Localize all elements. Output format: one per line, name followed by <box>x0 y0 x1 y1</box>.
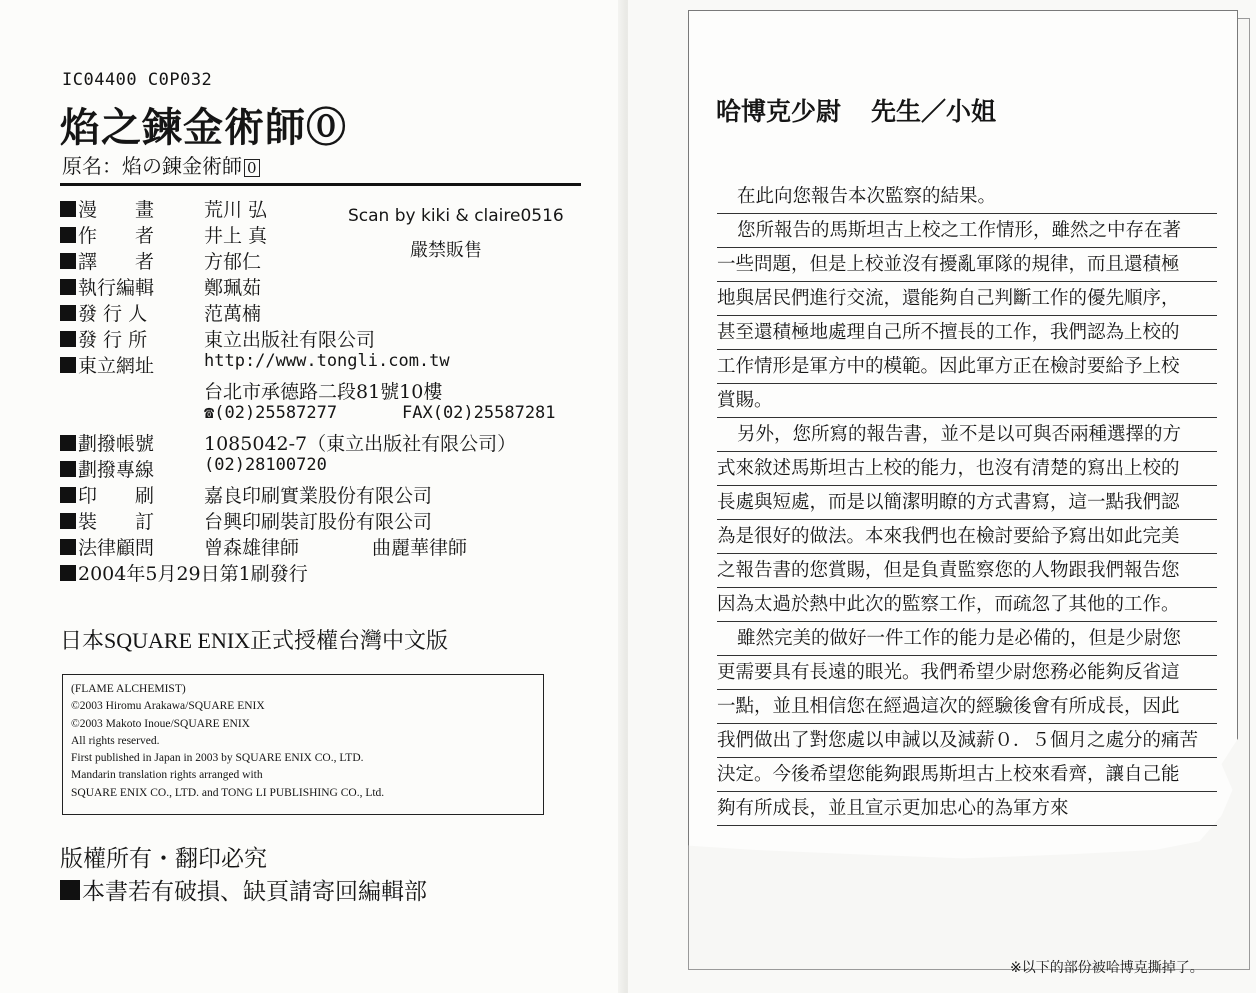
square-bullet-icon <box>60 201 76 217</box>
credit-row-transfer-account <box>60 429 580 455</box>
square-bullet-icon <box>60 279 76 295</box>
addressee-title: 先生／小姐 <box>871 97 997 126</box>
credit-row-legal <box>60 533 580 559</box>
credit-label: 印 刷 <box>78 485 155 507</box>
credit-label: 劃撥專線 <box>78 459 155 481</box>
letter-line: 之報告書的您賞賜，但是負責監察您的人物跟我們報告您 <box>717 554 1217 588</box>
book-title: 焰之鍊金術師⓪ <box>60 104 347 151</box>
square-bullet-icon <box>60 253 76 269</box>
credit-value: 1085042-7（東立出版社有限公司） <box>204 433 517 455</box>
credit-label: 裝 訂 <box>78 511 155 533</box>
copyright-line: ©2003 Hiromu Arakawa/SQUARE ENIX <box>71 700 265 713</box>
phone-fax <box>204 403 556 423</box>
copyright-line: SQUARE ENIX CO., LTD. and TONG LI PUBLISHING CO., Ltd. <box>71 786 385 799</box>
letter-line: 一些問題，但是上校並沒有擾亂軍隊的規律，而且還積極 <box>717 248 1217 282</box>
volume-box: 0 <box>244 159 260 177</box>
credit-row-translator <box>60 247 580 273</box>
square-bullet-icon <box>60 331 76 347</box>
copyright-line: First published in Japan in 2003 by SQUARE ENIX CO., LTD. <box>71 752 364 765</box>
lawyer-2: 曲麗華律師 <box>372 537 468 559</box>
credits-list <box>60 195 580 585</box>
divider-rule <box>60 183 581 186</box>
letter-line: 式來敘述馬斯坦古上校的能力，也沒有清楚的寫出上校的 <box>717 452 1217 486</box>
original-title-label: 原名：焰の錬金術師 <box>62 154 242 178</box>
letter-line: 甚至還積極地處理自己所不擅長的工作，我們認為上校的 <box>717 316 1217 350</box>
copyright-box <box>62 674 544 815</box>
copyright-line: (FLAME ALCHEMIST) <box>71 683 186 695</box>
letter-line: 在此向您報告本次監察的結果。 <box>717 180 1217 214</box>
square-bullet-icon <box>60 487 76 503</box>
credit-value: 井上 真 <box>204 225 268 247</box>
fax-number: FAX(02)25587281 <box>402 403 556 423</box>
credit-row-printing <box>60 481 580 507</box>
copyright-line: Mandarin translation rights arranged with <box>71 769 263 782</box>
square-bullet-icon <box>60 227 76 243</box>
license-statement: 日本SQUARE ENIX正式授權台灣中文版 <box>60 628 449 653</box>
credit-value: 范萬楠 <box>204 303 262 325</box>
credit-label: 東立網址 <box>78 355 155 377</box>
addressee-name: 哈博克少尉 <box>716 97 842 126</box>
no-sale-notice: 嚴禁販售 <box>410 240 482 261</box>
credit-row-company <box>60 325 580 351</box>
credit-value: 鄭珮茹 <box>204 277 262 299</box>
credit-label: 執行編輯 <box>78 277 155 299</box>
square-bullet-icon <box>60 513 76 529</box>
letter-line: 您所報告的馬斯坦古上校之工作情形，雖然之中存在著 <box>717 214 1217 248</box>
letter-body <box>717 180 1217 826</box>
right-page <box>628 0 1256 993</box>
rights-reserved: 版權所有・翻印必究 <box>60 846 267 872</box>
letter-line: 地與居民們進行交流，還能夠自己判斷工作的優先順序， <box>717 282 1217 316</box>
damage-notice <box>60 873 427 906</box>
square-bullet-icon <box>60 305 76 321</box>
credit-label: 譯 者 <box>78 251 155 273</box>
original-title <box>62 150 260 179</box>
letter-line: 賞賜。 <box>717 384 1217 418</box>
website-url[interactable]: http://www.tongli.com.tw <box>204 351 450 371</box>
letter-line: 決定。今後希望您能夠跟馬斯坦古上校來看齊，讓自己能 <box>717 758 1217 792</box>
damage-notice-text: 本書若有破損、缺頁請寄回編輯部 <box>82 879 427 905</box>
credit-label: 劃撥帳號 <box>78 433 155 455</box>
credit-row-website <box>60 351 580 429</box>
copyright-line: All rights reserved. <box>71 734 160 747</box>
lawyer-1: 曾森雄律師 <box>204 537 300 559</box>
copyright-line: ©2003 Makoto Inoue/SQUARE ENIX <box>71 717 250 730</box>
publisher-address: 台北市承德路二段81號10樓 <box>204 381 443 403</box>
credit-row-binding <box>60 507 580 533</box>
square-bullet-icon <box>60 880 80 900</box>
letter-line: 長處與短處，而是以簡潔明瞭的方式書寫，這一點我們認 <box>717 486 1217 520</box>
letter-line: 工作情形是軍方中的模範。因此軍方正在檢討要給予上校 <box>717 350 1217 384</box>
letter-line: 夠有所成長，並且宣示更加忠心的為軍方來 <box>717 792 1217 826</box>
credit-row-publisher <box>60 299 580 325</box>
credit-label: 作 者 <box>78 225 155 247</box>
credit-value: 台興印刷裝訂股份有限公司 <box>204 511 433 533</box>
square-bullet-icon <box>60 565 76 581</box>
credit-value: (02)28100720 <box>204 455 327 475</box>
publish-date: 2004年5月29日第1刷發行 <box>78 563 308 585</box>
isbn-code: IC04400 C0P032 <box>62 70 213 90</box>
square-bullet-icon <box>60 357 76 373</box>
credit-label: 漫 畫 <box>78 199 155 221</box>
credit-label: 發 行 人 <box>78 303 148 325</box>
letter-line: 一點，並且相信您在經過這次的經驗後會有所成長，因此 <box>717 690 1217 724</box>
letter-line: 因為太過於熱中此次的監察工作，而疏忽了其他的工作。 <box>717 588 1217 622</box>
letter-line: 雖然完美的做好一件工作的能力是必備的，但是少尉您 <box>717 622 1217 656</box>
credit-value: 東立出版社有限公司 <box>204 329 376 351</box>
credit-value: 嘉良印刷實業股份有限公司 <box>204 485 433 507</box>
credit-row-editor <box>60 273 580 299</box>
square-bullet-icon <box>60 435 76 451</box>
letter-addressee <box>716 92 996 128</box>
letter-line: 為是很好的做法。本來我們也在檢討要給予寫出如此完美 <box>717 520 1217 554</box>
scan-credit: Scan by kiki & claire0516 <box>348 206 564 226</box>
credit-label: 發 行 所 <box>78 329 148 351</box>
letter-line: 我們做出了對您處以申誡以及減薪０．５個月之處分的痛苦 <box>717 724 1217 758</box>
letter-line: 另外，您所寫的報告書，並不是以可與否兩種選擇的方 <box>717 418 1217 452</box>
square-bullet-icon <box>60 461 76 477</box>
square-bullet-icon <box>60 539 76 555</box>
credit-row-date <box>60 559 580 585</box>
letter-line: 更需要具有長遠的眼光。我們希望少尉您務必能夠反省這 <box>717 656 1217 690</box>
credit-value: 方郁仁 <box>204 251 262 273</box>
credit-row-transfer-line <box>60 455 580 481</box>
legal-advisors <box>204 533 468 560</box>
credit-label: 法律顧問 <box>78 537 155 559</box>
credit-value: 荒川 弘 <box>204 199 268 221</box>
phone-number: ☎(02)25587277 <box>204 403 338 423</box>
torn-footnote: ※以下的部份被哈博克撕掉了。 <box>1010 960 1204 976</box>
